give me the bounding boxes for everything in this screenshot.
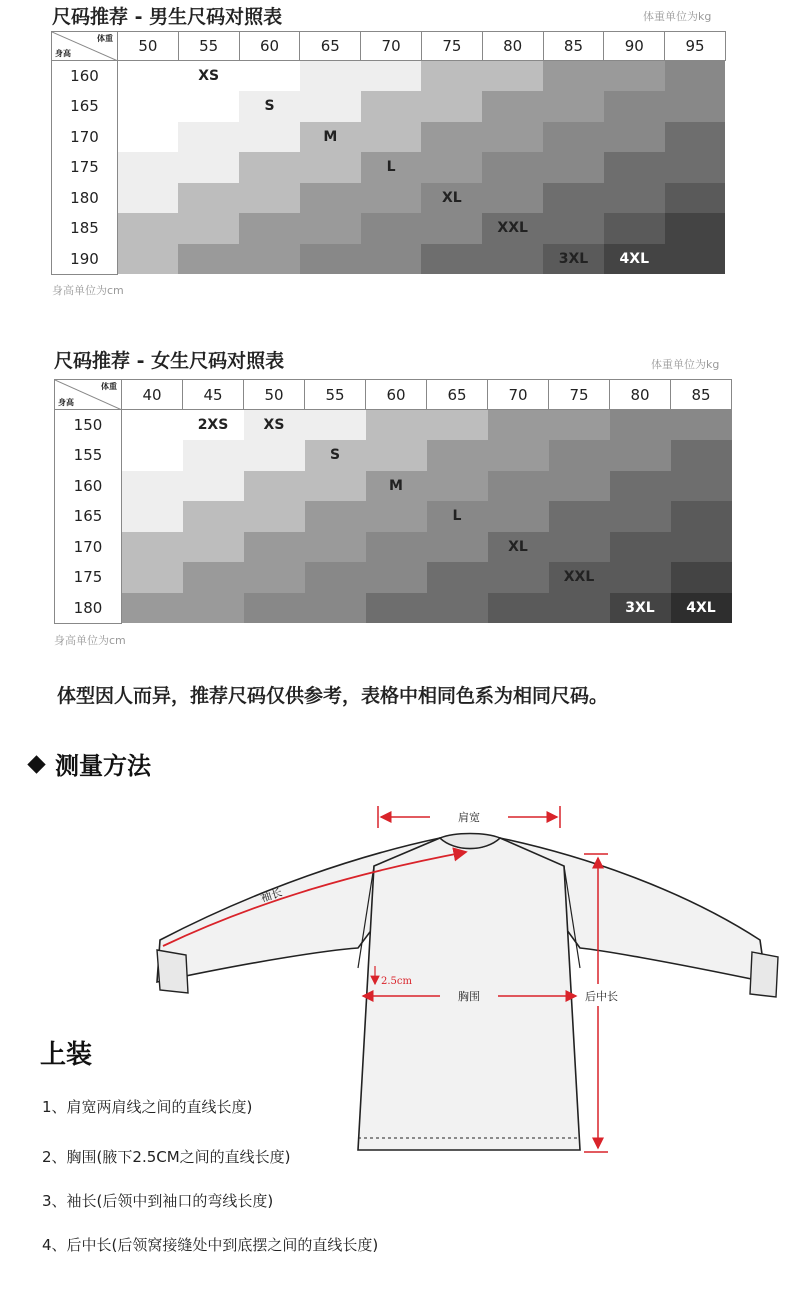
weight-header: 80 [482, 32, 543, 61]
weight-header: 80 [610, 380, 671, 410]
size-cell [239, 122, 300, 153]
size-cell [305, 593, 366, 624]
weight-header: 70 [361, 32, 422, 61]
size-cell [549, 593, 610, 624]
size-cell [239, 213, 300, 244]
size-cell [118, 152, 179, 183]
size-cell [244, 532, 305, 563]
size-cell [183, 532, 244, 563]
size-cell [183, 562, 244, 593]
table-corner [55, 380, 122, 410]
size-cell [122, 562, 183, 593]
size-cell [178, 244, 239, 275]
size-cell [244, 471, 305, 502]
size-cell [122, 532, 183, 563]
size-cell [543, 183, 604, 214]
size-cell [244, 440, 305, 471]
size-cell [305, 501, 366, 532]
sleeve-label: 袖长 [258, 885, 284, 905]
measure-heading-text: 测量方法 [55, 752, 151, 780]
size-cell [183, 593, 244, 624]
size-cell [427, 471, 488, 502]
weight-header: 85 [671, 380, 732, 410]
size-cell [671, 440, 732, 471]
size-cell [610, 440, 671, 471]
size-cell [244, 562, 305, 593]
measure-heading [30, 746, 151, 781]
weight-header: 50 [244, 380, 305, 410]
size-cell [183, 471, 244, 502]
size-cell [366, 501, 427, 532]
weight-header: 55 [178, 32, 239, 61]
height-row-label: 175 [55, 562, 122, 593]
weight-header: 50 [118, 32, 179, 61]
size-cell [610, 532, 671, 563]
tops-label: 上装 [40, 1040, 93, 1070]
size-cell [549, 471, 610, 502]
corner-weight-label: 体重 [97, 34, 113, 43]
size-cell [604, 152, 665, 183]
diamond-bullet-icon [27, 755, 45, 773]
weight-header: 55 [305, 380, 366, 410]
size-cell [604, 122, 665, 153]
women-chart-title: 尺码推荐 - 女生尺码对照表 [54, 350, 285, 372]
size-cell: 3XL [543, 244, 604, 275]
size-cell [366, 410, 427, 441]
size-cell [421, 152, 482, 183]
size-cell [118, 244, 179, 275]
size-cell [361, 122, 422, 153]
size-cell [122, 501, 183, 532]
size-cell: XL [488, 532, 549, 563]
size-cell: 4XL [604, 244, 665, 275]
table-corner [52, 32, 118, 61]
size-cell [183, 440, 244, 471]
weight-header: 65 [427, 380, 488, 410]
height-row-label: 170 [55, 532, 122, 563]
instruction-item: 2、胸围(腋下2.5CM之间的直线长度) [42, 1148, 291, 1166]
size-cell [665, 183, 726, 214]
men-size-table [51, 31, 726, 275]
size-cell [488, 562, 549, 593]
size-cell [118, 122, 179, 153]
size-cell: XL [421, 183, 482, 214]
size-cell [543, 91, 604, 122]
women-size-table [54, 379, 732, 624]
size-cell [665, 122, 726, 153]
size-cell [122, 410, 183, 441]
size-cell [421, 91, 482, 122]
size-cell [549, 532, 610, 563]
size-cell [300, 91, 361, 122]
size-cell: 3XL [610, 593, 671, 624]
size-cell [300, 183, 361, 214]
size-cell [665, 244, 726, 275]
left-cuff [157, 950, 188, 993]
size-cell: 4XL [671, 593, 732, 624]
size-cell [421, 213, 482, 244]
size-cell [482, 91, 543, 122]
weight-header: 75 [421, 32, 482, 61]
size-cell [244, 501, 305, 532]
size-cell [239, 183, 300, 214]
shoulder-label: 肩宽 [458, 811, 480, 824]
size-cell [665, 213, 726, 244]
height-row-label: 165 [52, 91, 118, 122]
men-weight-unit: 体重单位为kg [643, 10, 712, 23]
height-row-label: 185 [52, 213, 118, 244]
size-cell [671, 471, 732, 502]
size-cell [488, 410, 549, 441]
size-cell [178, 152, 239, 183]
size-cell [604, 213, 665, 244]
size-cell [366, 532, 427, 563]
back-length-label: 后中长 [585, 990, 618, 1003]
size-cell: XS [178, 61, 239, 92]
height-row-label: 160 [52, 61, 118, 92]
weight-header: 60 [239, 32, 300, 61]
size-cell [482, 122, 543, 153]
size-cell [482, 244, 543, 275]
size-cell [671, 562, 732, 593]
offset-label: 2.5cm [381, 976, 412, 987]
size-cell: 2XS [183, 410, 244, 441]
size-cell [488, 471, 549, 502]
weight-header: 90 [604, 32, 665, 61]
size-cell [178, 213, 239, 244]
size-cell [361, 244, 422, 275]
size-cell: XXL [482, 213, 543, 244]
size-cell [549, 410, 610, 441]
height-row-label: 160 [55, 471, 122, 502]
size-cell [305, 532, 366, 563]
size-cell [366, 562, 427, 593]
size-cell [118, 183, 179, 214]
size-cell [543, 61, 604, 92]
instruction-item: 1、肩宽两肩线之间的直线长度) [42, 1098, 253, 1116]
size-cell [671, 501, 732, 532]
corner-height-label: 身高 [58, 398, 74, 407]
height-row-label: 180 [52, 183, 118, 214]
garment-diagram [0, 790, 790, 1180]
size-cell [427, 440, 488, 471]
size-cell [665, 91, 726, 122]
size-cell [671, 532, 732, 563]
size-cell [604, 91, 665, 122]
size-cell [118, 91, 179, 122]
weight-header: 65 [300, 32, 361, 61]
men-chart-title: 尺码推荐 - 男生尺码对照表 [52, 6, 283, 28]
size-cell [610, 471, 671, 502]
size-cell [488, 593, 549, 624]
height-row-label: 150 [55, 410, 122, 441]
weight-header: 95 [665, 32, 726, 61]
size-cell [122, 471, 183, 502]
men-height-unit: 身高单位为cm [52, 284, 124, 297]
size-cell [178, 91, 239, 122]
size-cell [305, 562, 366, 593]
height-row-label: 165 [55, 501, 122, 532]
size-cell [361, 183, 422, 214]
size-cell [543, 122, 604, 153]
size-cell [244, 593, 305, 624]
size-cell [604, 61, 665, 92]
weight-header: 45 [183, 380, 244, 410]
size-cell [300, 213, 361, 244]
size-cell: S [305, 440, 366, 471]
size-cell [178, 183, 239, 214]
instruction-item: 3、袖长(后领中到袖口的弯线长度) [42, 1192, 274, 1210]
size-cell [239, 152, 300, 183]
size-cell [543, 152, 604, 183]
height-row-label: 180 [55, 593, 122, 624]
weight-header: 70 [488, 380, 549, 410]
size-cell [427, 562, 488, 593]
size-cell [610, 501, 671, 532]
corner-height-label: 身高 [55, 49, 71, 58]
size-cell [361, 91, 422, 122]
height-row-label: 190 [52, 244, 118, 275]
women-height-unit: 身高单位为cm [54, 634, 126, 647]
right-cuff [750, 952, 778, 997]
height-row-label: 155 [55, 440, 122, 471]
size-cell [604, 183, 665, 214]
size-cell [482, 152, 543, 183]
size-cell [366, 593, 427, 624]
size-cell [665, 152, 726, 183]
size-cell [300, 244, 361, 275]
women-weight-unit: 体重单位为kg [651, 358, 720, 371]
size-cell [610, 562, 671, 593]
weight-header: 85 [543, 32, 604, 61]
height-row-label: 170 [52, 122, 118, 153]
size-cell [118, 213, 179, 244]
size-cell [361, 213, 422, 244]
size-cell: L [427, 501, 488, 532]
size-cell [671, 410, 732, 441]
size-cell [300, 152, 361, 183]
size-cell [427, 593, 488, 624]
size-cell [122, 440, 183, 471]
size-cell [427, 410, 488, 441]
size-cell [549, 501, 610, 532]
size-cell [239, 244, 300, 275]
size-cell: M [366, 471, 427, 502]
size-cell [421, 122, 482, 153]
size-cell: XS [244, 410, 305, 441]
size-cell [122, 593, 183, 624]
weight-header: 40 [122, 380, 183, 410]
size-note: 体型因人而异，推荐尺码仅供参考，表格中相同色系为相同尺码。 [57, 685, 609, 707]
size-cell [482, 183, 543, 214]
size-cell [118, 61, 179, 92]
size-cell: S [239, 91, 300, 122]
weight-header: 60 [366, 380, 427, 410]
size-cell: L [361, 152, 422, 183]
size-cell [183, 501, 244, 532]
size-cell [361, 61, 422, 92]
size-cell [421, 244, 482, 275]
size-cell [549, 440, 610, 471]
size-cell [665, 61, 726, 92]
size-cell [421, 61, 482, 92]
weight-header: 75 [549, 380, 610, 410]
size-cell [610, 410, 671, 441]
corner-weight-label: 体重 [101, 382, 117, 391]
size-cell [488, 440, 549, 471]
size-cell [482, 61, 543, 92]
size-cell [300, 61, 361, 92]
size-cell [178, 122, 239, 153]
height-row-label: 175 [52, 152, 118, 183]
size-cell [239, 61, 300, 92]
chest-label: 胸围 [458, 990, 480, 1003]
size-cell [543, 213, 604, 244]
size-cell [427, 532, 488, 563]
size-cell [305, 410, 366, 441]
instruction-item: 4、后中长(后领窝接缝处中到底摆之间的直线长度) [42, 1236, 379, 1254]
size-cell [305, 471, 366, 502]
size-cell: XXL [549, 562, 610, 593]
size-cell [366, 440, 427, 471]
size-cell [488, 501, 549, 532]
size-cell: M [300, 122, 361, 153]
